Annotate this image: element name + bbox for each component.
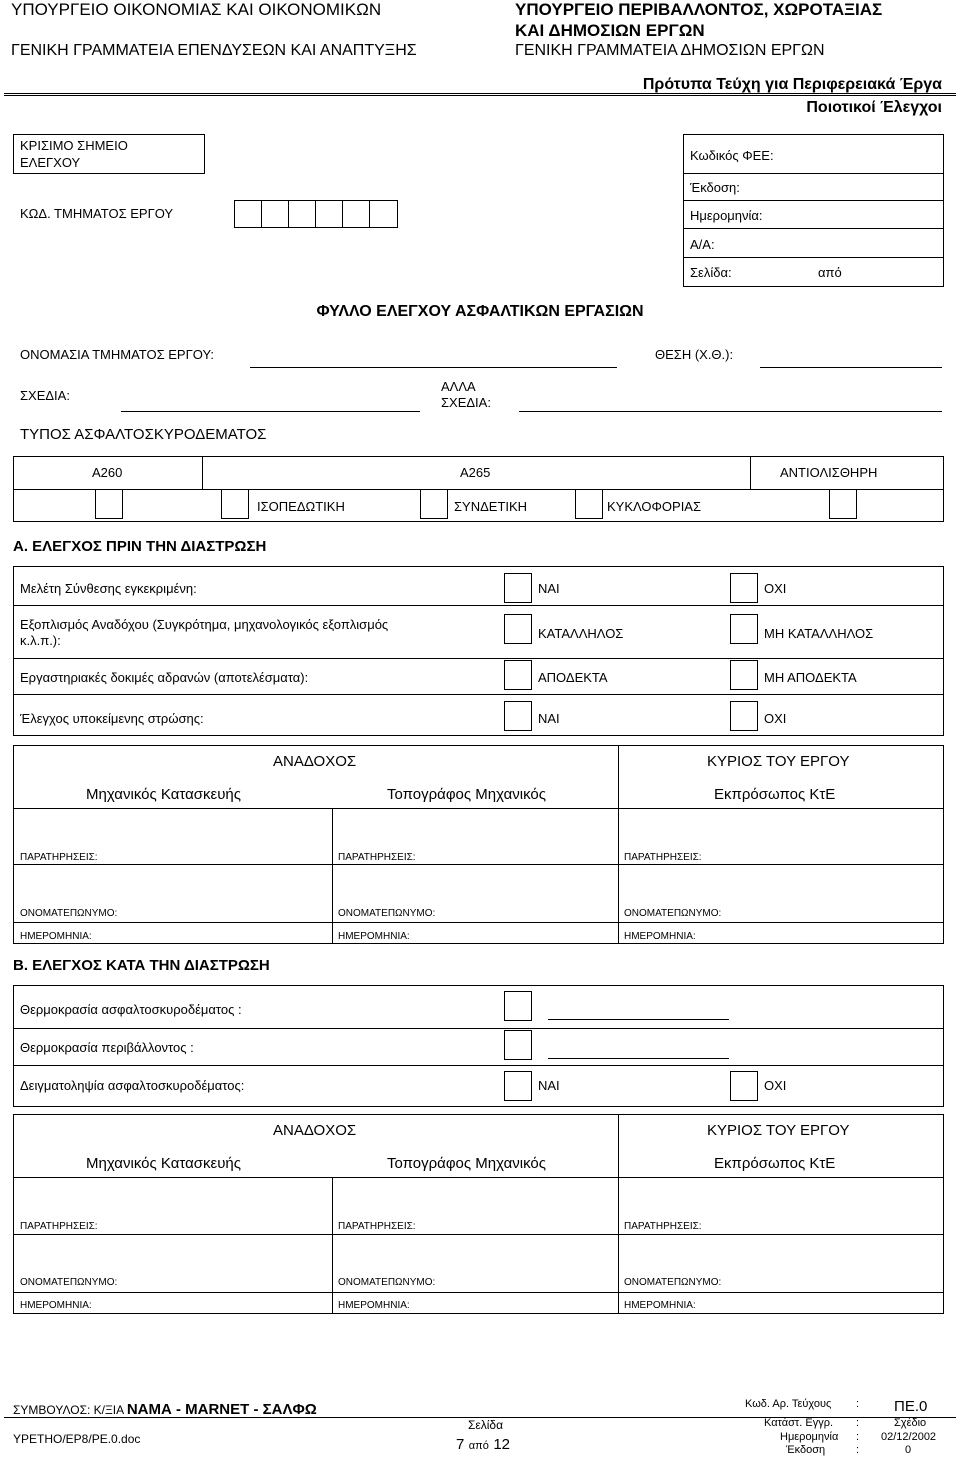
a-row1-yes-checkbox[interactable] [504,573,532,603]
type-a260: Α260 [92,465,123,480]
sig-a-name1: ΟΝΟΜΑΤΕΠΩΝΥΜΟ: [20,908,118,919]
footer-page-label: Σελίδα [468,1418,504,1432]
sig-b-name1: ΟΝΟΜΑΤΕΠΩΝΥΜΟ: [20,1277,118,1288]
page-label: Σελίδα: [690,265,732,280]
footer-consultant [13,1401,317,1418]
a-row1-label: Μελέτη Σύνθεσης εγκεκριμένη: [20,581,197,596]
a-row3-no-checkbox[interactable] [730,660,758,690]
a-row2-yes-checkbox[interactable] [504,614,532,644]
type-antiskid: ΑΝΤΙΟΛΙΣΘΗΡΗ [780,465,878,480]
sig-a-contractor: ΑΝΑΔΟΧΟΣ [273,753,357,770]
a-row2-label1: Εξοπλισμός Αναδόχου (Συγκρότημα, μηχανολογικός εξοπλισμός [20,617,389,632]
sig-a-remarks2: ΠΑΡΑΤΗΡΗΣΕΙΣ: [338,852,416,863]
footer-page-current: 7 [456,1436,465,1453]
series-title: Πρότυπα Τεύχη για Περιφερειακά Έργα [642,76,942,93]
signature-block-b [13,1114,944,1314]
secretariat-public-works: ΓΕΝΙΚΗ ΓΡΑΜΜΑΤΕΙΑ ΔΗΜΟΣΙΩΝ ΕΡΓΩΝ [515,42,825,59]
asphalt-type-table [13,456,944,522]
sig-b-contractor: ΑΝΑΔΟΧΟΣ [273,1122,357,1139]
footer-meta-value-code: ΠΕ.0 [894,1398,928,1415]
series-subtitle: Ποιοτικοί Έλεγχοι [806,99,942,116]
secretariat-investments: ΓΕΝΙΚΗ ΓΡΑΜΜΑΤΕΙΑ ΕΠΕΝΔΥΣΕΩΝ ΚΑΙ ΑΝΑΠΤΥΞΗΣ [11,42,417,59]
b-temp-asphalt-line[interactable] [548,1019,729,1020]
sig-b-col1: Μηχανικός Κατασκευής [86,1155,241,1172]
a-row2-label2: κ.λ.π.): [20,633,61,648]
other-drawings-line[interactable] [519,411,942,412]
critical-point-box [13,134,205,174]
sig-b-date2: ΗΜΕΡΟΜΗΝΙΑ: [338,1300,410,1311]
b-sampling-yes: ΝΑΙ [538,1078,560,1093]
footer-consultant-name: ΝΑΜΑ - MARNET - ΣΑΛΦΩ [126,1401,317,1418]
wearing-checkbox[interactable] [575,489,603,519]
sig-b-remarks2: ΠΑΡΑΤΗΡΗΣΕΙΣ: [338,1221,416,1232]
sig-a-date2: ΗΜΕΡΟΜΗΝΙΑ: [338,931,410,942]
sig-a-col1: Μηχανικός Κατασκευής [86,786,241,803]
sig-b-remarks3: ΠΑΡΑΤΗΡΗΣΕΙΣ: [624,1221,702,1232]
footer-doc-name: ΥΡΕΤΗΟ/ΕΡ8/ΡΕ.0.doc [13,1432,141,1446]
footer-meta-label-status: Κατάστ. Εγγρ. [764,1417,834,1429]
section-name-line[interactable] [250,367,617,368]
sig-a-col2: Τοπογράφος Μηχανικός [387,786,546,803]
a-row4-no-checkbox[interactable] [730,701,758,731]
a-row1-opt2: ΟΧΙ [764,581,787,596]
a-row4-opt2: ΟΧΙ [764,711,787,726]
page-of-label: από [818,265,842,280]
footer-meta-colon-status: : [856,1417,860,1429]
a-row3-label: Εργαστηριακές δοκιμές αδρανών (αποτελέσματα): [20,670,309,685]
layer-wearing: ΚΥΚΛΟΦΟΡΙΑΣ [607,499,702,514]
other-drawings-label2: ΣΧΕΔΙΑ: [441,395,491,410]
b-temp-env-line[interactable] [548,1058,729,1059]
sig-a-owner: ΚΥΡΙΟΣ ΤΟΥ ΕΡΓΟΥ [707,753,850,770]
sig-b-remarks1: ΠΑΡΑΤΗΡΗΣΕΙΣ: [20,1221,98,1232]
b-temp-asphalt-checkbox[interactable] [504,991,532,1021]
footer-meta-label-edition: Έκδοση [786,1444,826,1456]
date-label: Ημερομηνία: [690,208,763,223]
binder-checkbox[interactable] [420,489,448,519]
b-sampling-no-checkbox[interactable] [730,1071,758,1101]
section-a-table [13,566,944,736]
section-name-label: ΟΝΟΜΑΣΙΑ ΤΜΗΜΑΤΟΣ ΕΡΓΟΥ: [20,347,215,362]
sig-b-col3: Εκπρόσωπος ΚτΕ [714,1155,836,1172]
footer-page-total: 12 [493,1436,511,1453]
footer-consultant-prefix: ΣΥΜΒΟΥΛΟΣ: Κ/ΞΙΑ [13,1403,124,1417]
footer-meta-label-date: Ημερομηνία [780,1431,839,1443]
footer-page-of: από [468,1440,489,1452]
sig-a-col3: Εκπρόσωπος ΚτΕ [714,786,836,803]
a-row4-opt1: ΝΑΙ [538,711,560,726]
a-row3-yes-checkbox[interactable] [504,660,532,690]
a-row1-no-checkbox[interactable] [730,573,758,603]
type-a260-checkbox[interactable] [95,489,123,519]
critical-point-line1: ΚΡΙΣΙΜΟ ΣΗΜΕΙΟ [20,138,128,153]
section-code-input[interactable] [234,200,398,228]
a-row4-label: Έλεγχος υποκείμενης στρώσης: [20,711,204,726]
b-sampling-yes-checkbox[interactable] [504,1071,532,1101]
sig-a-remarks3: ΠΑΡΑΤΗΡΗΣΕΙΣ: [624,852,702,863]
drawings-line[interactable] [121,411,420,412]
sig-b-owner: ΚΥΡΙΟΣ ΤΟΥ ΕΡΓΟΥ [707,1122,850,1139]
position-line[interactable] [760,367,942,368]
sig-a-date3: ΗΜΕΡΟΜΗΝΙΑ: [624,931,696,942]
ministry-environment-line2: ΚΑΙ ΔΗΜΟΣΙΩΝ ΕΡΓΩΝ [515,21,705,40]
form-title: ΦΥΛΛΟ ΕΛΕΓΧΟΥ ΑΣΦΑΛΤΙΚΩΝ ΕΡΓΑΣΙΩΝ [316,303,644,320]
section-code-label: ΚΩΔ. ΤΜΗΜΑΤΟΣ ΕΡΓΟΥ [20,206,174,221]
b-temp-env-label: Θερμοκρασία περιβάλλοντος : [20,1040,194,1055]
footer-meta-colon-code: : [856,1398,860,1410]
section-b-title: Β. ΕΛΕΓΧΟΣ ΚΑΤΑ ΤΗΝ ΔΙΑΣΤΡΩΣΗ [13,957,270,974]
ministry-environment-line1: ΥΠΟΥΡΓΕΙΟ ΠΕΡΙΒΑΛΛΟΝΤΟΣ, ΧΩΡΟΤΑΞΙΑΣ [515,0,883,19]
drawings-label: ΣΧΕΔΙΑ: [20,388,70,403]
footer-meta-label-code: Κωδ. Αρ. Τεύχους [745,1398,832,1410]
b-sampling-label: Δειγματοληψία ασφαλτοσκυροδέματος: [20,1078,245,1093]
antiskid-checkbox[interactable] [829,489,857,519]
a-row1-opt1: ΝΑΙ [538,581,560,596]
b-sampling-no: ΟΧΙ [764,1078,787,1093]
footer-meta-value-edition: 0 [905,1444,912,1456]
other-drawings-label1: ΑΛΛΑ [441,379,476,394]
b-temp-asphalt-label: Θερμοκρασία ασφαλτοσκυροδέματος : [20,1002,242,1017]
footer-meta-value-status: Σχέδιο [894,1417,927,1429]
sig-b-date3: ΗΜΕΡΟΜΗΝΙΑ: [624,1300,696,1311]
document-info-box [683,134,944,287]
sig-b-col2: Τοπογράφος Μηχανικός [387,1155,546,1172]
type-a265: Α265 [460,465,491,480]
b-temp-env-checkbox[interactable] [504,1030,532,1060]
sig-b-name3: ΟΝΟΜΑΤΕΠΩΝΥΜΟ: [624,1277,722,1288]
layer-binder: ΣΥΝΔΕΤΙΚΗ [454,499,528,514]
section-a-title: Α. ΕΛΕΓΧΟΣ ΠΡΙΝ ΤΗΝ ΔΙΑΣΤΡΩΣΗ [13,538,267,555]
asphalt-type-label: ΤΥΠΟΣ ΑΣΦΑΛΤΟΣΚΥΡΟΔΕΜΑΤΟΣ [20,426,267,443]
position-label: ΘΕΣΗ (Χ.Θ.): [655,347,734,362]
footer-meta-colon-edition: : [856,1444,860,1456]
a-row3-opt1: ΑΠΟΔΕΚΤΑ [538,670,608,685]
footer-meta-value-date: 02/12/2002 [881,1431,937,1443]
footer-page-number [456,1436,510,1454]
layer-leveling: ΙΣΟΠΕΔΩΤΙΚΗ [257,499,345,514]
section-b-table [13,985,944,1107]
aa-label: Α/Α: [690,237,715,252]
a-row2-no-checkbox[interactable] [730,614,758,644]
a-row4-yes-checkbox[interactable] [504,701,532,731]
sig-a-name3: ΟΝΟΜΑΤΕΠΩΝΥΜΟ: [624,908,722,919]
a-row2-opt1: ΚΑΤΑΛΛΗΛΟΣ [538,626,624,641]
footer-meta-colon-date: : [856,1431,860,1443]
sig-b-name2: ΟΝΟΜΑΤΕΠΩΝΥΜΟ: [338,1277,436,1288]
leveling-checkbox[interactable] [221,489,249,519]
sig-a-date1: ΗΜΕΡΟΜΗΝΙΑ: [20,931,92,942]
sig-a-remarks1: ΠΑΡΑΤΗΡΗΣΕΙΣ: [20,852,98,863]
critical-point-line2: ΕΛΕΓΧΟΥ [20,155,81,170]
a-row2-opt2: ΜΗ ΚΑΤΑΛΛΗΛΟΣ [764,626,874,641]
signature-block-a [13,745,944,944]
a-row3-opt2: ΜΗ ΑΠΟΔΕΚΤΑ [764,670,857,685]
edition-label: Έκδοση: [690,180,740,195]
sig-a-name2: ΟΝΟΜΑΤΕΠΩΝΥΜΟ: [338,908,436,919]
ministry-economy: ΥΠΟΥΡΓΕΙΟ ΟΙΚΟΝΟΜΙΑΣ ΚΑΙ ΟΙΚΟΝΟΜΙΚΩΝ [11,0,382,19]
sig-b-date1: ΗΜΕΡΟΜΗΝΙΑ: [20,1300,92,1311]
fee-code-label: Κωδικός ΦΕΕ: [690,148,774,163]
